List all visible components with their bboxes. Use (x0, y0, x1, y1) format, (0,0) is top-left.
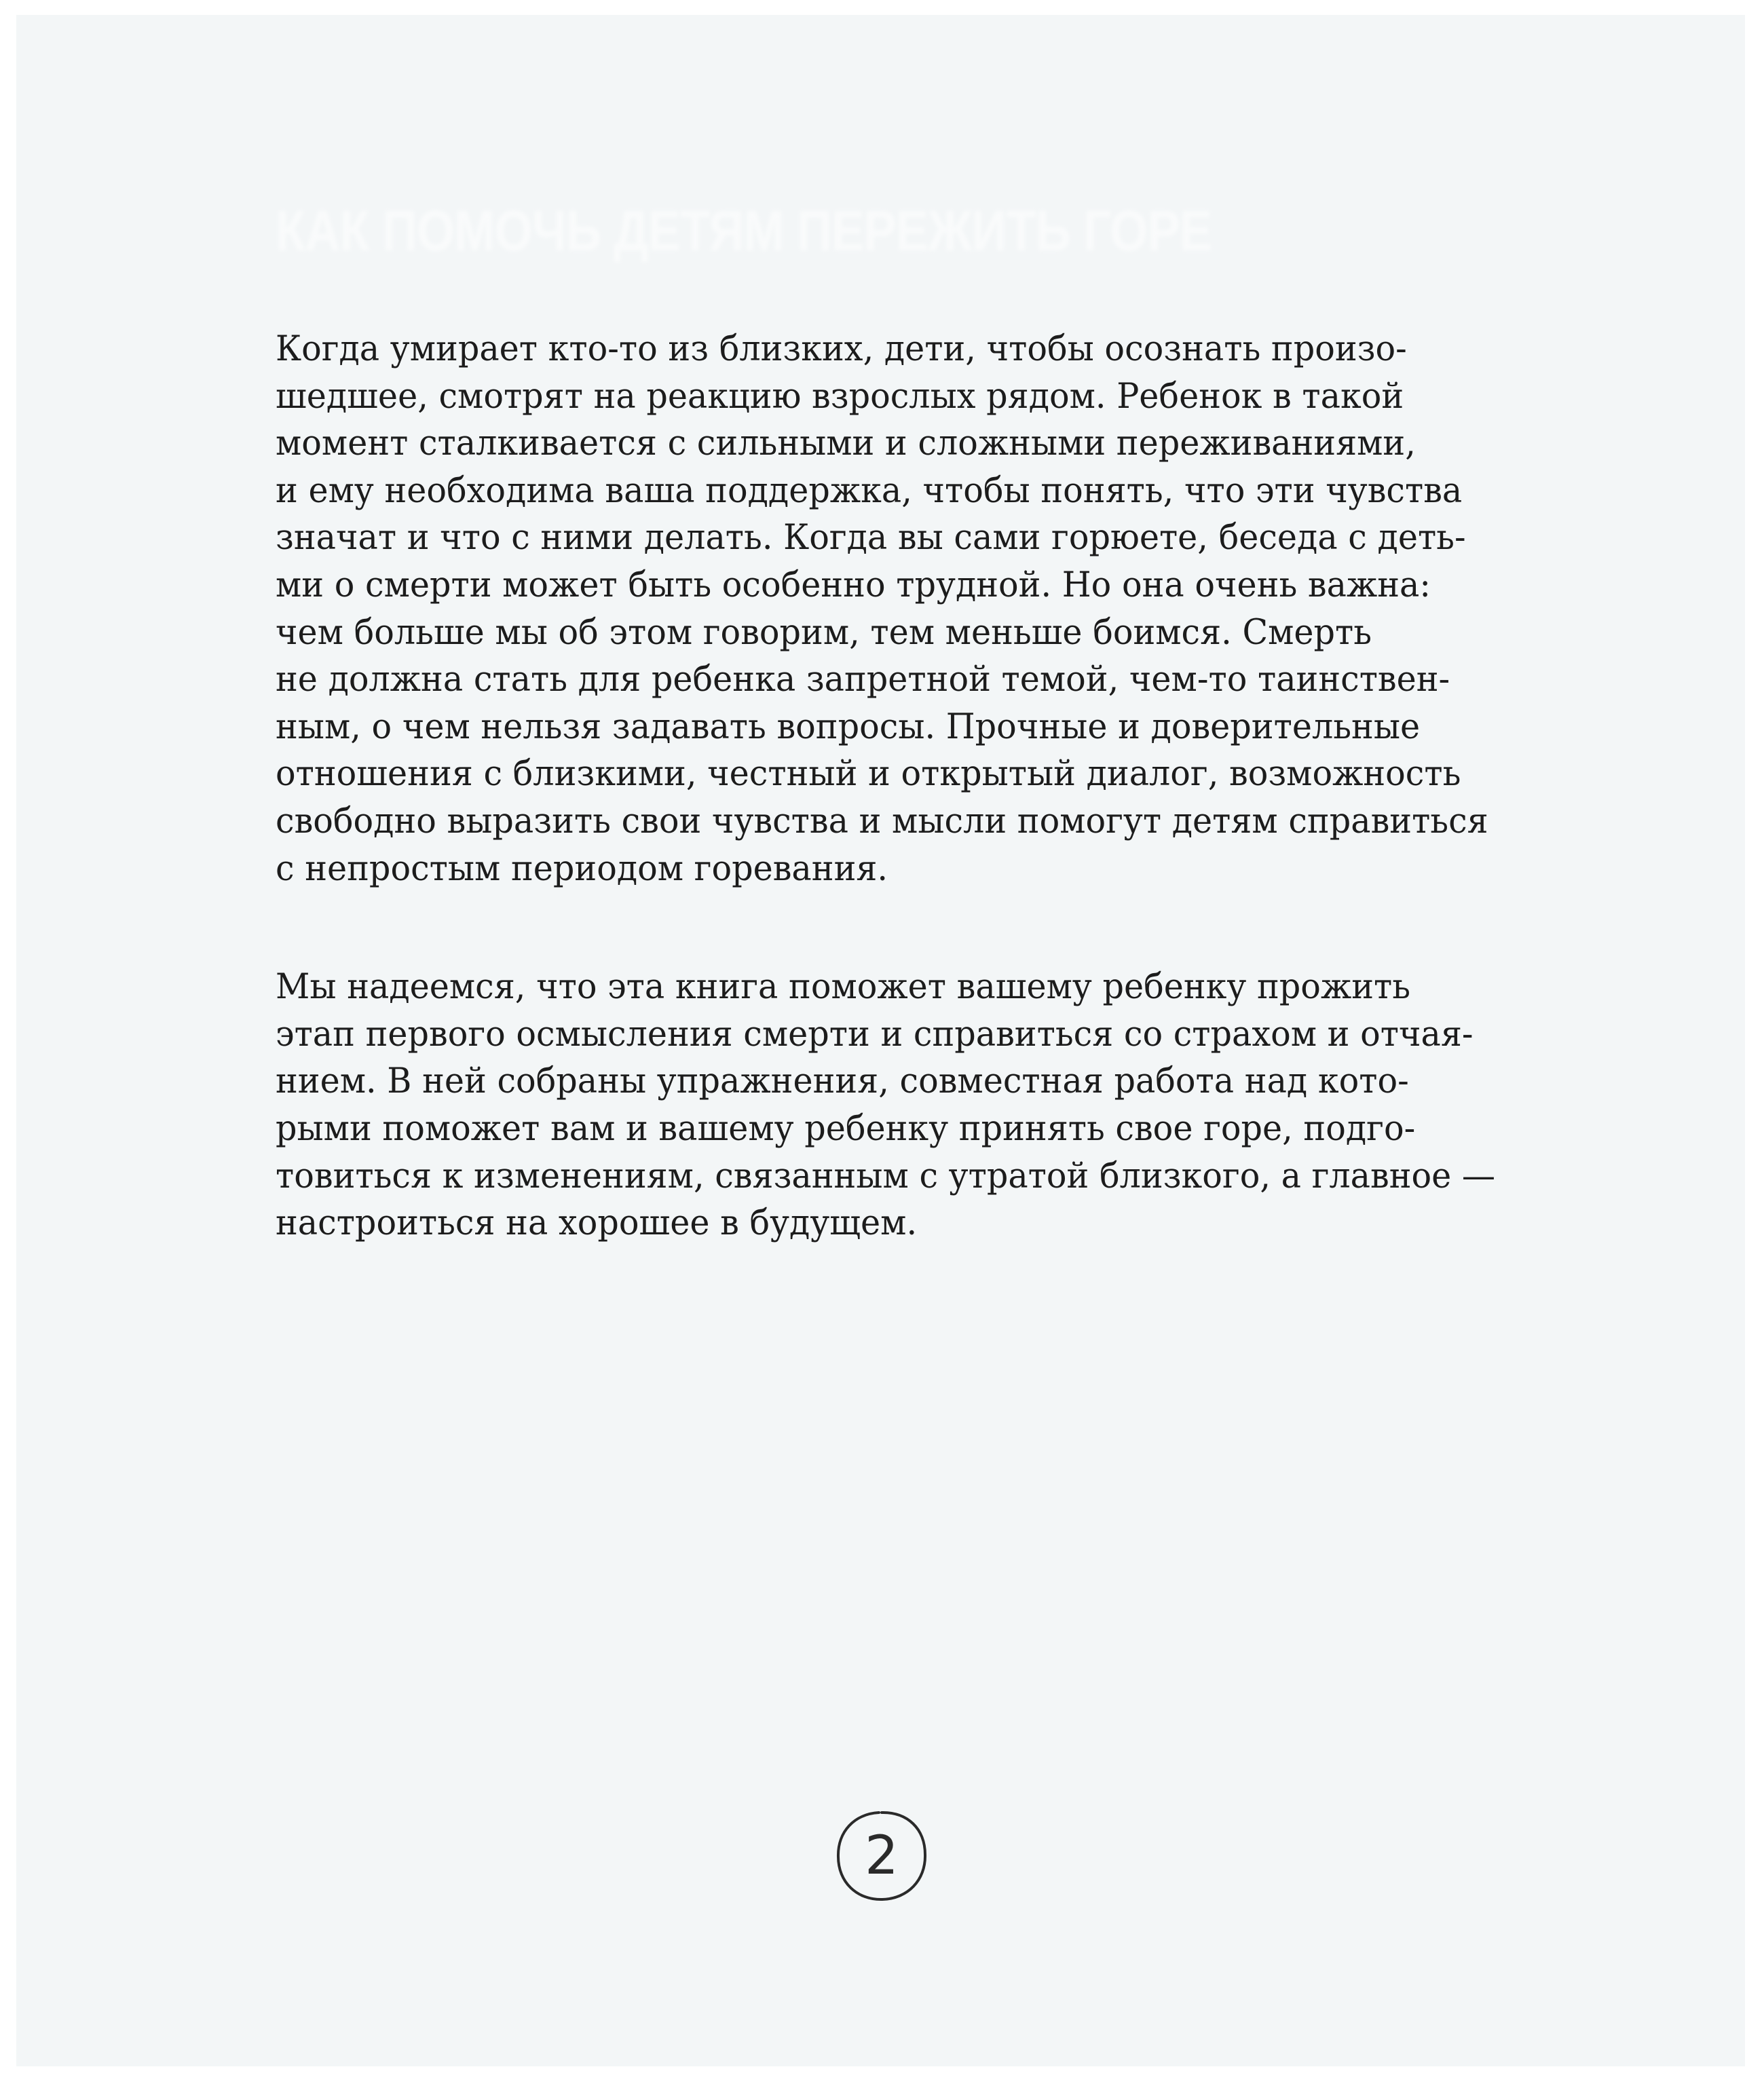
page-number-text: 2 (865, 1825, 899, 1887)
text-line: значат и что с ними делать. Когда вы сами горюете, беседа с деть- (276, 518, 1466, 558)
text-line: свободно выразить свои чувства и мысли помогут детям справиться (276, 801, 1488, 841)
body-text (276, 326, 1565, 1247)
text-line: чем больше мы об этом говорим, тем меньше боимся. Смерть (276, 612, 1372, 653)
book-page (16, 15, 1745, 2066)
text-line: ми о смерти может быть особенно трудной. Но она очень важна: (276, 565, 1431, 605)
faded-heading: КАК ПОМОЧЬ ДЕТЯМ ПЕРЕЖИТЬ ГОРЕ (276, 199, 1212, 263)
text-line: не должна стать для ребенка запретной темой, чем-то таинствен- (276, 660, 1450, 700)
text-line: этап первого осмысления смерти и справиться со страхом и отчая- (276, 1014, 1474, 1055)
text-line: товиться к изменениям, связанным с утратой близкого, а главное — (276, 1156, 1496, 1196)
text-line: момент сталкивается с сильными и сложными переживаниями, (276, 423, 1416, 464)
text-line: рыми поможет вам и вашему ребенку принять свое горе, подго- (276, 1108, 1416, 1149)
text-line: отношения с близкими, честный и открытый диалог, возможность (276, 754, 1461, 795)
text-line: Когда умирает кто-то из близких, дети, чтобы осознать произо- (276, 329, 1407, 369)
page-number (834, 1808, 929, 1903)
paragraph-2 (276, 964, 1565, 1247)
text-line: и ему необходима ваша поддержка, чтобы понять, что эти чувства (276, 470, 1463, 511)
text-line: настроиться на хорошее в будущем. (276, 1203, 918, 1244)
text-line: нием. В ней собраны упражнения, совместная работа над кото- (276, 1061, 1409, 1102)
text-line: Мы надеемся, что эта книга поможет вашему ребенку прожить (276, 967, 1411, 1008)
paragraph-1 (276, 326, 1565, 892)
text-line: шедшее, смотрят на реакцию взрослых рядом. Ребенок в такой (276, 376, 1404, 417)
text-line: с непростым периодом горевания. (276, 848, 888, 889)
text-line: ным, о чем нельзя задавать вопросы. Прочные и доверительные (276, 706, 1421, 747)
